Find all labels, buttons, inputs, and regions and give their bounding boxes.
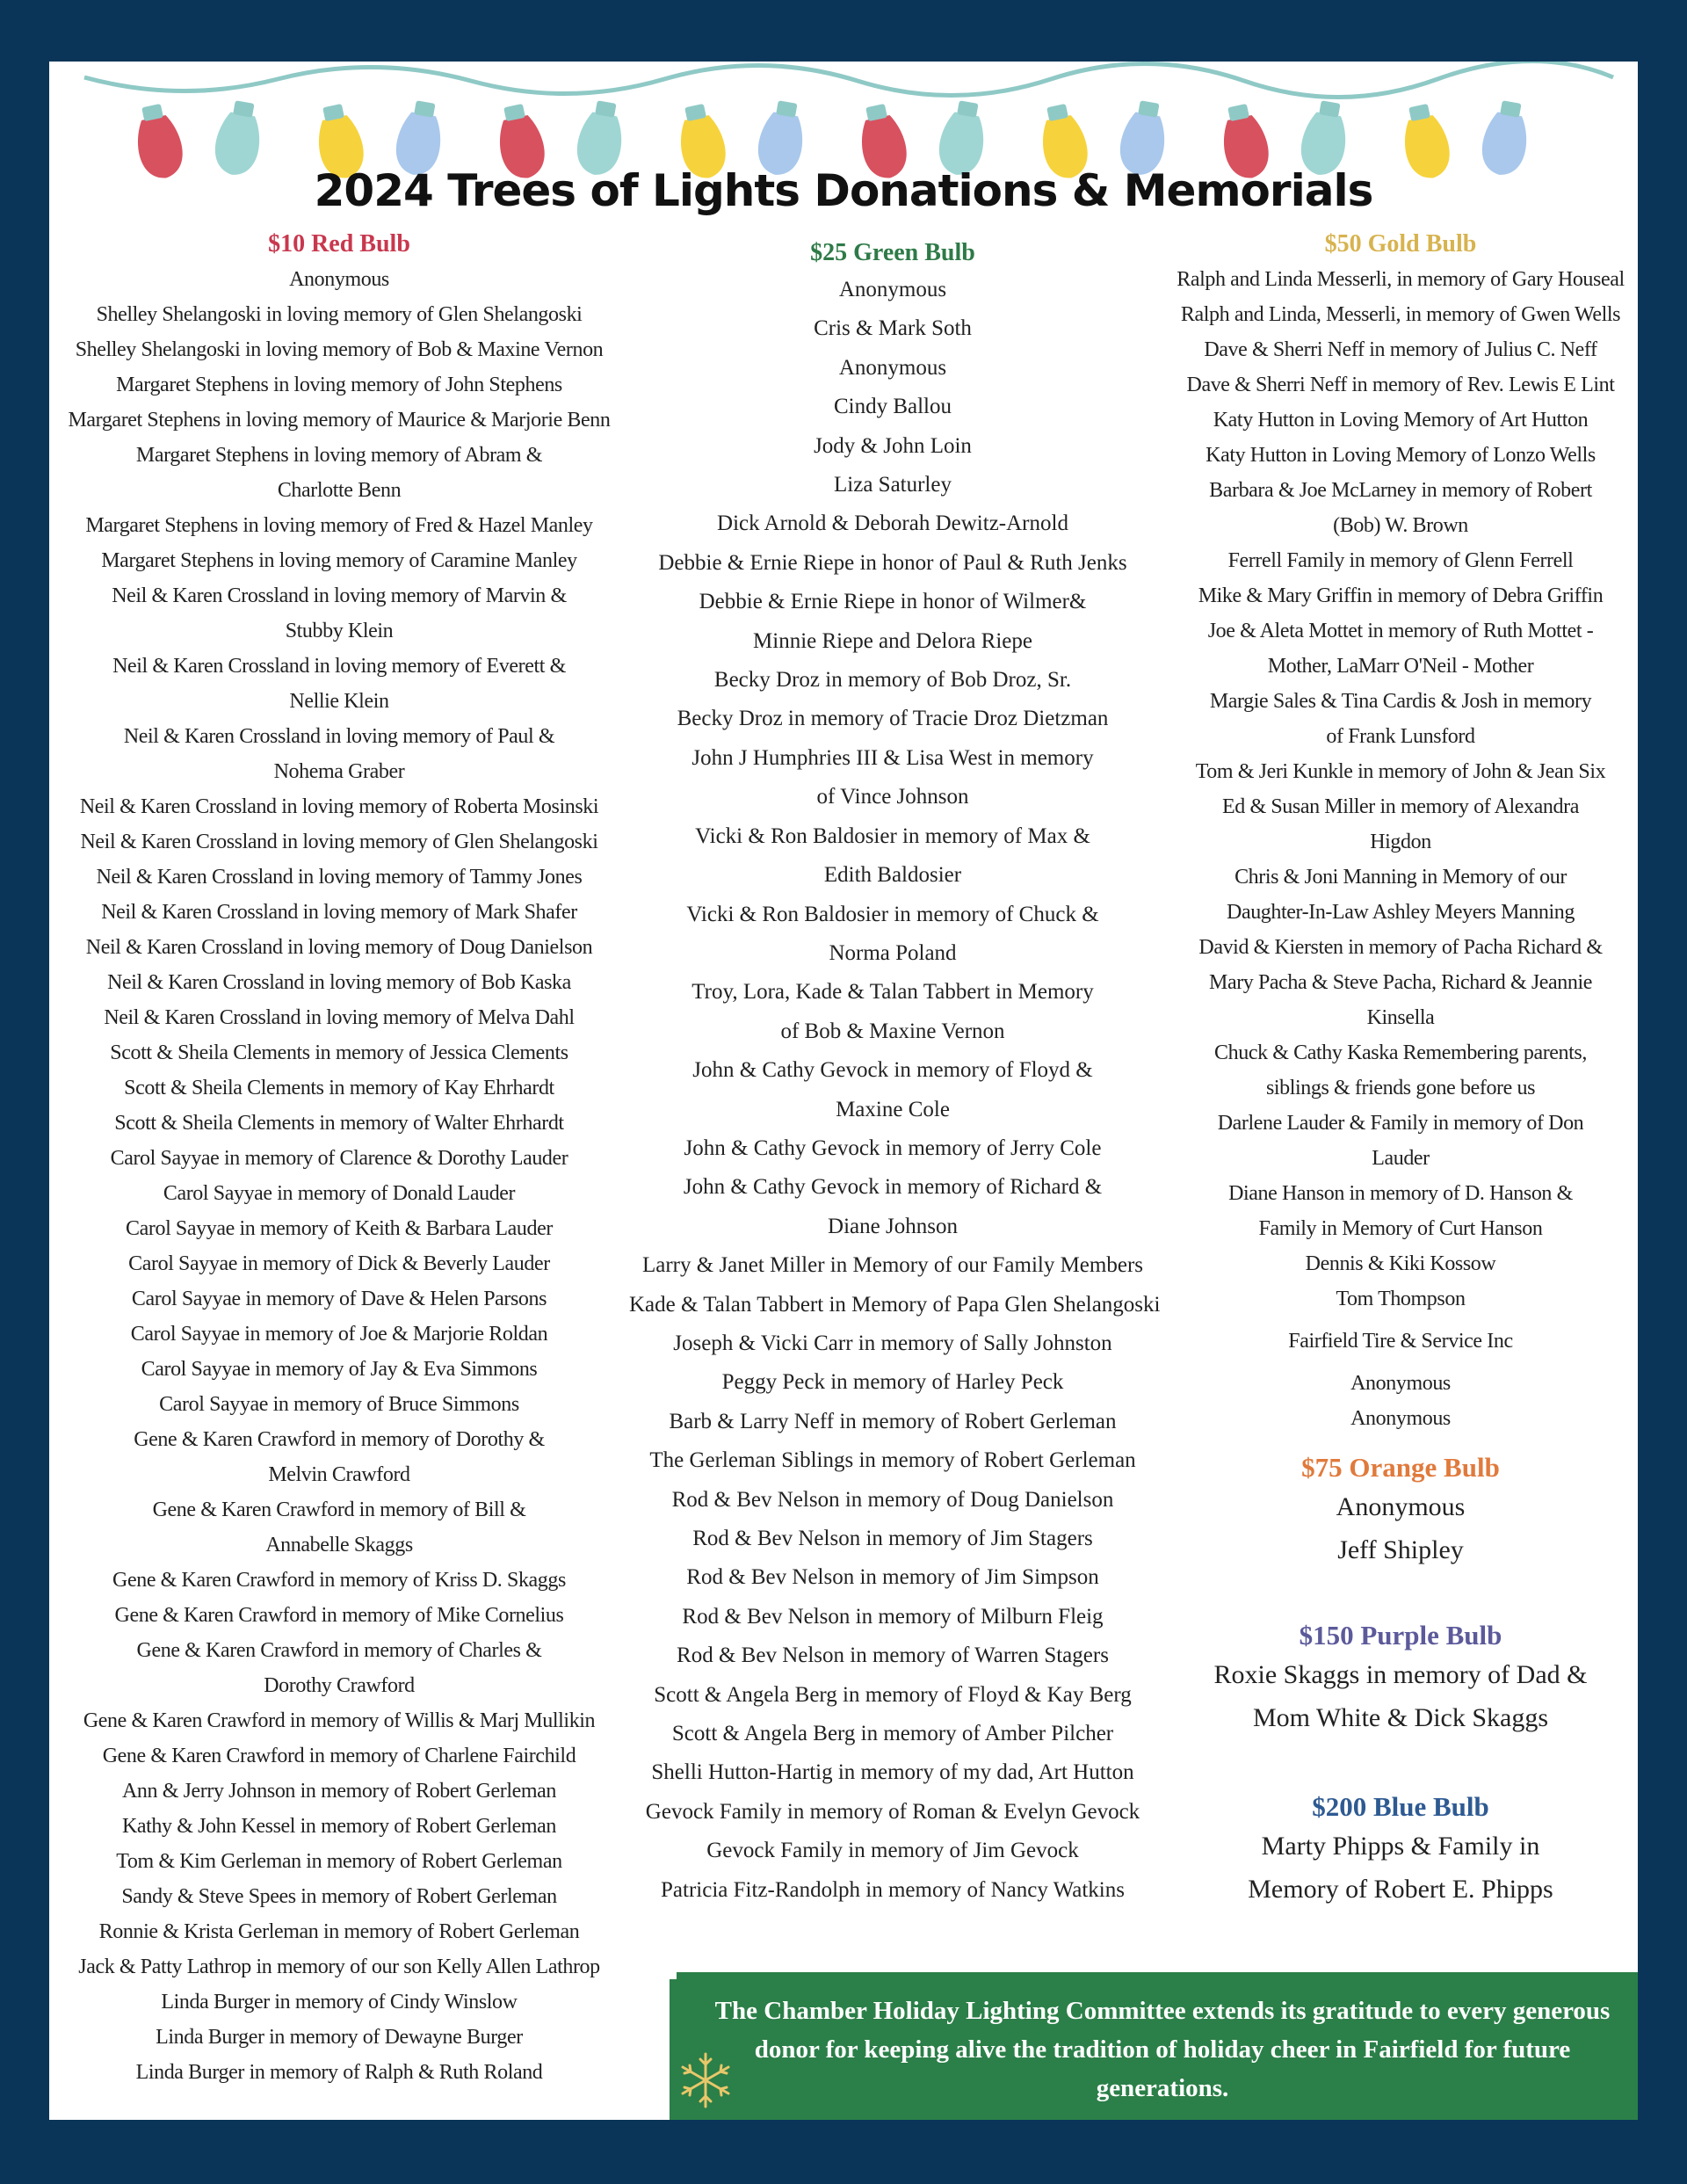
list-item: Carol Sayyae in memory of Joe & Marjorie Roldan [130,1323,548,1346]
list-item: Rod & Bev Nelson in memory of Milburn Fleig [682,1604,1104,1629]
list-item: The Gerleman Siblings in memory of Robert Gerleman [649,1448,1136,1473]
list-item: Family in Memory of Curt Hanson [1258,1217,1543,1240]
list-item: Memory of Robert E. Phipps [1248,1875,1553,1904]
list-item: Ferrell Family in memory of Glenn Ferrell [1227,549,1574,572]
snowflake-icon [675,2050,736,2111]
green-bulb-column [629,236,1161,1910]
list-item: Rod & Bev Nelson in memory of Warren Stagers [677,1643,1109,1668]
list-item: Peggy Peck in memory of Harley Peck [721,1370,1064,1395]
list-item: John & Cathy Gevock in memory of Jerry Cole [684,1136,1102,1160]
list-item: Katy Hutton in Loving Memory of Lonzo Wells [1206,444,1596,467]
list-item: Scott & Sheila Clements in memory of Kay Ehrhardt [124,1077,554,1099]
list-item: Annabelle Skaggs [265,1534,413,1556]
list-item: Kinsella [1366,1006,1435,1029]
list-item: Becky Droz in memory of Bob Droz, Sr. [713,668,1072,693]
list-item: Patricia Fitz-Randolph in memory of Nancy Watkins [661,1877,1125,1902]
list-item: Margaret Stephens in loving memory of Abram & [135,444,543,467]
list-item: Gene & Karen Crawford in memory of Bill & [152,1498,526,1521]
list-item: Dave & Sherri Neff in memory of Rev. Lewis E Lint [1186,374,1615,396]
list-item: Carol Sayyae in memory of Dave & Helen Parsons [131,1288,547,1310]
list-item: Chris & Joni Manning in Memory of our [1234,866,1567,889]
orange-bulb-section [1155,1450,1638,1571]
list-item: Anonymous [838,278,947,301]
list-item: Scott & Sheila Clements in memory of Jessica Clements [110,1041,568,1064]
orange-bulb-heading: $75 Orange Bulb [1301,1452,1500,1483]
list-item: Neil & Karen Crossland in loving memory of Glen Shelangoski [80,831,598,853]
list-item: Anonymous [289,268,389,291]
blue-bulb-section [1155,1789,1638,1911]
list-item: Katy Hutton in Loving Memory of Art Hutton [1213,409,1589,432]
list-item: Tom & Kim Gerleman in memory of Robert Gerleman [116,1850,562,1873]
list-item: Nohema Graber [273,760,405,783]
list-item: Mike & Mary Griffin in memory of Debra Griffin [1198,584,1604,607]
list-item: Neil & Karen Crossland in loving memory of Doug Danielson [85,936,593,959]
list-item: Margaret Stephens in loving memory of Maurice & Marjorie Benn [68,409,611,432]
list-item: Margie Sales & Tina Cardis & Josh in memory [1209,690,1592,713]
list-item: Tom & Jeri Kunkle in memory of John & Jean Six [1195,760,1606,783]
list-item: Fairfield Tire & Service Inc [1288,1330,1513,1353]
list-item: Shelli Hutton-Hartig in memory of my dad, Art Hutton [651,1760,1134,1785]
list-item: Carol Sayyae in memory of Jay & Eva Simmons [141,1358,538,1381]
list-item: Mother, LaMarr O'Neil - Mother [1267,655,1534,678]
list-item: Neil & Karen Crossland in loving memory of Paul & [123,725,555,748]
gold-bulb-heading: $50 Gold Bulb [1324,230,1477,258]
purple-bulb-heading: $150 Purple Bulb [1299,1620,1502,1651]
list-item: Joseph & Vicki Carr in memory of Sally Johnston [673,1331,1112,1355]
list-item: Mary Pacha & Steve Pacha, Richard & Jeannie [1209,971,1592,994]
list-item: Scott & Sheila Clements in memory of Walter Ehrhardt [114,1112,564,1135]
list-item: Gevock Family in memory of Jim Gevock [706,1839,1079,1863]
list-item: of Vince Johnson [816,785,969,809]
list-item: Carol Sayyae in memory of Clarence & Dorothy Lauder [110,1147,568,1170]
list-item: Norma Poland [829,940,957,965]
list-item: Larry & Janet Miller in Memory of our Family Members [641,1253,1144,1278]
list-item: Ann & Jerry Johnson in memory of Robert Gerleman [121,1780,557,1803]
list-item: Debbie & Ernie Riepe in honor of Paul & Ruth Jenks [658,550,1127,575]
list-item: Linda Burger in memory of Dewayne Burger [156,2026,523,2049]
list-item: Daughter-In-Law Ashley Meyers Manning [1227,901,1575,924]
green-bulb-list [629,271,1161,1910]
list-item: Shelley Shelangoski in loving memory of Glen Shelangoski [96,303,583,326]
list-item: Jody & John Loin [814,433,972,458]
list-item: Neil & Karen Crossland in loving memory of Mark Shafer [101,901,577,924]
list-item: Joe & Aleta Mottet in memory of Ruth Mottet - [1207,620,1594,642]
list-item: Margaret Stephens in loving memory of Caramine Manley [101,549,577,572]
list-item: Maxine Cole [836,1097,950,1121]
list-item: Charlotte Benn [277,479,402,502]
red-bulb-column [49,227,629,2090]
list-item: Rod & Bev Nelson in memory of Doug Danielson [671,1487,1114,1512]
list-item: Scott & Angela Berg in memory of Amber Pilcher [671,1722,1114,1746]
list-item: Debbie & Ernie Riepe in honor of Wilmer& [699,590,1087,614]
flyer-page [49,62,1638,2120]
list-item: Neil & Karen Crossland in loving memory of Everett & [112,655,566,678]
list-item: of Bob & Maxine Vernon [780,1019,1005,1043]
list-item: Ralph and Linda, Messerli, in memory of Gwen Wells [1180,303,1621,326]
list-item: Edith Baldosier [823,863,962,888]
list-item: Carol Sayyae in memory of Bruce Simmons [159,1393,519,1416]
list-item: Darlene Lauder & Family in memory of Don [1217,1112,1584,1135]
list-item: Barbara & Joe McLarney in memory of Robert [1209,479,1592,502]
list-item: Anonymous [1350,1372,1451,1395]
list-item: Scott & Angela Berg in memory of Floyd & Kay Berg [654,1682,1132,1707]
list-item: Jack & Patty Lathrop in memory of our son Kelly Allen Lathrop [78,1955,600,1978]
list-item: Anonymous [1336,1492,1466,1521]
list-item: siblings & friends gone before us [1265,1077,1536,1099]
list-item: Anonymous [838,355,947,380]
list-item: Neil & Karen Crossland in loving memory of Tammy Jones [96,866,583,889]
list-item: Barb & Larry Neff in memory of Robert Gerleman [669,1409,1117,1433]
list-item: Higdon [1370,831,1431,853]
purple-bulb-section [1155,1618,1638,1739]
list-item: Tom Thompson [1336,1288,1466,1310]
list-item: Dave & Sherri Neff in memory of Julius C. Neff [1204,338,1597,361]
list-item: Vicki & Ron Baldosier in memory of Chuck & [686,902,1099,926]
list-item: Kade & Talan Tabbert in Memory of Papa Glen Shelangoski [629,1292,1161,1317]
list-item: Cris & Mark Soth [814,316,972,341]
list-item: Neil & Karen Crossland in loving memory of Marvin & [112,584,567,607]
list-item: Vicki & Ron Baldosier in memory of Max & [695,824,1090,848]
list-item: Dennis & Kiki Kossow [1305,1252,1496,1275]
gold-bulb-list [1146,262,1638,1436]
list-item: Lauder [1372,1147,1430,1170]
gratitude-banner [670,1979,1638,2120]
list-item: (Bob) W. Brown [1333,514,1468,537]
list-item: Gene & Karen Crawford in memory of Charlene Fairchild [102,1745,576,1767]
list-item: John & Cathy Gevock in memory of Floyd & [692,1058,1093,1083]
list-item: David & Kiersten in memory of Pacha Richard & [1198,936,1603,959]
red-bulb-heading: $10 Red Bulb [268,230,410,258]
list-item: Chuck & Cathy Kaska Remembering parents, [1214,1041,1587,1064]
list-item: John & Cathy Gevock in memory of Richard & [683,1175,1103,1200]
banner-stripe [677,1972,1638,1979]
list-item: Gene & Karen Crawford in memory of Mike Cornelius [114,1604,564,1627]
list-item: Kathy & John Kessel in memory of Robert Gerleman [121,1815,557,1838]
list-item: Shelley Shelangoski in loving memory of Bob & Maxine Vernon [75,338,604,361]
list-item: Mom White & Dick Skaggs [1252,1703,1549,1732]
list-item: John J Humphries III & Lisa West in memory [691,745,1094,770]
list-item: Linda Burger in memory of Cindy Winslow [161,1991,518,2013]
list-item: Neil & Karen Crossland in loving memory of Roberta Mosinski [79,795,599,818]
list-item: Cindy Ballou [833,395,952,419]
gratitude-text: The Chamber Holiday Lighting Committee extends its gratitude to every generous donor for keeping alive the tradition of holiday cheer in Fairfield for future generations. [714,1997,1611,2102]
green-bulb-heading: $25 Green Bulb [810,239,975,266]
list-item: Becky Droz in memory of Tracie Droz Dietzman [677,707,1109,731]
list-item: Gene & Karen Crawford in memory of Kriss D. Skaggs [112,1569,566,1592]
list-item: Neil & Karen Crossland in loving memory of Melva Dahl [104,1006,575,1029]
list-item: Marty Phipps & Family in [1261,1832,1540,1861]
list-item: Rod & Bev Nelson in memory of Jim Simpson [686,1565,1099,1590]
list-item: Gene & Karen Crawford in memory of Dorothy & [134,1428,545,1451]
list-item: Troy, Lora, Kade & Talan Tabbert in Memory [691,980,1094,1005]
list-item: Ronnie & Krista Gerleman in memory of Robert Gerleman [98,1920,580,1943]
list-item: Carol Sayyae in memory of Dick & Beverly Lauder [128,1252,550,1275]
list-item: Melvin Crawford [268,1463,410,1486]
list-item: Ed & Susan Miller in memory of Alexandra [1222,795,1579,818]
blue-bulb-heading: $200 Blue Bulb [1312,1791,1489,1822]
red-bulb-list [49,262,629,2090]
list-item: Gene & Karen Crawford in memory of Charles & [136,1639,542,1662]
list-item: Dick Arnold & Deborah Dewitz-Arnold [717,512,1068,536]
list-item: Anonymous [1350,1407,1451,1430]
list-item: Liza Saturley [834,473,952,497]
list-item: Neil & Karen Crossland in loving memory of Bob Kaska [107,971,571,994]
list-item: Carol Sayyae in memory of Donald Lauder [163,1182,516,1205]
list-item: Rod & Bev Nelson in memory of Jim Stagers [692,1527,1093,1550]
list-item: of Frank Lunsford [1326,725,1475,748]
list-item: Gevock Family in memory of Roman & Evelyn Gevock [645,1799,1140,1824]
list-item: Roxie Skaggs in memory of Dad & [1213,1660,1588,1689]
list-item: Diane Hanson in memory of D. Hanson & [1228,1182,1573,1205]
list-item: Sandy & Steve Spees in memory of Robert Gerleman [121,1885,557,1908]
list-item: Jeff Shipley [1337,1535,1464,1564]
list-item: Nellie Klein [289,690,389,713]
list-item: Diane Johnson [828,1214,958,1238]
page-title: 2024 Trees of Lights Donations & Memorials [314,165,1373,216]
list-item: Ralph and Linda Messerli, in memory of Gary Houseal [1177,268,1625,291]
gold-bulb-column [1146,227,1638,1436]
list-item: Stubby Klein [285,620,394,642]
list-item: Minnie Riepe and Delora Riepe [753,628,1032,653]
list-item: Carol Sayyae in memory of Keith & Barbara Lauder [126,1217,553,1240]
list-item: Margaret Stephens in loving memory of Fred & Hazel Manley [85,514,593,537]
list-item: Dorothy Crawford [264,1674,415,1697]
list-item: Margaret Stephens in loving memory of John Stephens [116,374,562,396]
list-item: Linda Burger in memory of Ralph & Ruth Roland [135,2061,543,2084]
list-item: Gene & Karen Crawford in memory of Willis & Marj Mullikin [83,1709,596,1732]
